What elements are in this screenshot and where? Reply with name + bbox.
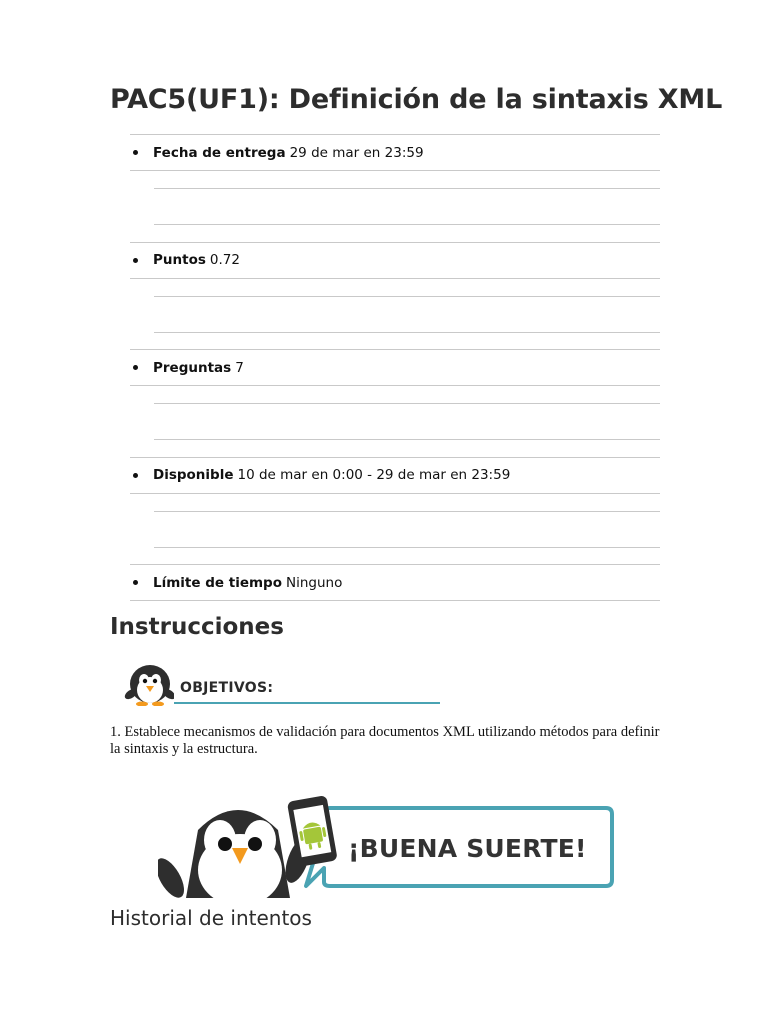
instructions-heading: Instrucciones [110,614,284,640]
divider [154,188,660,189]
detail-questions [130,349,660,457]
detail-row [130,458,660,494]
detail-value: Ninguno [286,574,343,591]
detail-row [130,350,660,386]
detail-label: Fecha de entrega [153,144,286,161]
objectives-banner [122,660,442,706]
bullet-icon [133,258,138,263]
bullet-icon [133,365,138,370]
divider [154,224,660,225]
detail-row [130,135,660,171]
divider [154,439,660,440]
divider [154,403,660,404]
instructions-text: 1. Establece mecanismos de validación para documentos XML utilizando métodos para definir la sintaxis y la estructura. [110,724,660,757]
attempt-history-heading: Historial de intentos [110,906,312,930]
bullet-icon [133,580,138,585]
objectives-underline [174,702,440,704]
divider [154,547,660,548]
detail-value: 29 de mar en 23:59 [289,144,424,161]
detail-label: Límite de tiempo [153,574,282,591]
objectives-label: OBJETIVOS: [180,680,274,696]
detail-points [130,242,660,350]
bullet-icon [133,473,138,478]
detail-time-limit [130,564,660,601]
detail-value: 10 de mar en 0:00 - 29 de mar en 23:59 [237,467,511,483]
good-luck-banner [158,790,620,900]
divider [154,332,660,333]
penguin-icon [122,660,174,706]
detail-row [130,243,660,279]
detail-value: 0.72 [209,252,240,268]
divider [154,511,660,512]
quiz-details-list [130,134,660,601]
good-luck-text: ¡BUENA SUERTE! [348,834,587,863]
page-title: PAC5(UF1): Definición de la sintaxis XML [110,84,723,115]
detail-value: 7 [235,359,244,376]
divider [154,296,660,297]
detail-label: Puntos [153,252,206,268]
detail-due-date [130,134,660,242]
detail-available [130,457,660,565]
bullet-icon [133,150,138,155]
detail-label: Preguntas [153,359,232,376]
detail-row [130,565,660,600]
detail-label: Disponible [153,467,234,483]
